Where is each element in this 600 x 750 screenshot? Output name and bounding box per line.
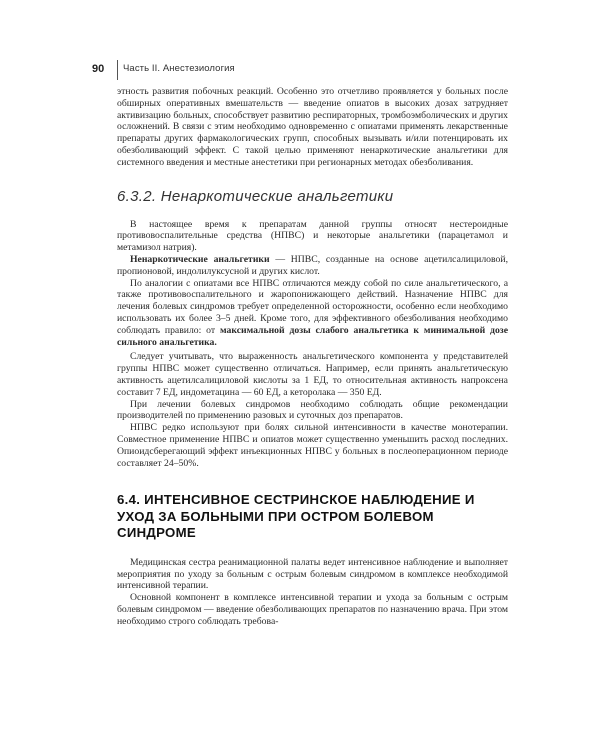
paragraph-nurse-observation: Медицинская сестра реанимационной палаты ведет интенсивное наблюдение и выполняет мероприятия по уходу за больным с острым болевым синдромом в комплексе необходимой интенсивной терапии. — [117, 556, 508, 592]
page-number: 90 — [92, 63, 105, 75]
intro-paragraph: этность развития побочных реакций. Особенно это отчетливо проявляется у больных после обширных оперативных вмешательств — введение опиатов в высоких дозах затрудняет активизацию больных, способствует развитию респираторных, тромбоэмболических и других осложнений. В связи с этим необходимо одновременно с опиатами применять лекарственные препараты других фармакологических групп, способных вызывать и/или потенцировать их обезболивающий эффект. С такой целью применяют ненаркотические анальгетики для системного введения и местные анестетики при регионарных методах обезболивания. — [117, 86, 508, 168]
page-header — [92, 62, 114, 76]
page-body — [117, 86, 508, 628]
paragraph-nsaid-definition: Ненаркотические анальгетики — НПВС, созданные на основе ацетилсалициловой, пропионовой, индолилуксусной и других кислот. — [117, 253, 508, 277]
header-divider — [117, 60, 118, 80]
paragraph-nsaid-intro: В настоящее время к препаратам данной группы относят нестероидные противовоспалительные средства (НПВС) и некоторые анальгетики (парацетамол и метамизол натрия). — [117, 218, 508, 254]
running-title: Часть II. Анестезиология — [123, 63, 235, 74]
paragraph-dosing-recommendations: При лечении болевых синдромов необходимо соблюдать общие рекомендации производителей по применению разовых и суточных доз препаратов. — [117, 398, 508, 422]
paragraph-analgesic-activity: Следует учитывать, что выраженность анальгетического компонента у представителей группы НПВС может существенно отличаться. Например, если принять анальгетическую активность ацетилсалициловой кислоты за 1 ЕД, то относительная активность напроксена составит 7 ЕД, индометацина — 60 ЕД, а кеторолака — 350 ЕД. — [117, 351, 508, 398]
section-heading-6-3-2: 6.3.2. Ненаркотические анальгетики — [117, 187, 394, 205]
section-heading-6-4: 6.4. ИНТЕНСИВНОЕ СЕСТРИНСКОЕ НАБЛЮДЕНИЕ И УХОД ЗА БОЛЬНЫМИ ПРИ ОСТРОМ БОЛЕВОМ СИНДРОМЕ — [117, 492, 475, 541]
term-nonnarcotic-analgesics: Ненаркотические анальгетики — [130, 253, 270, 265]
paragraph-nsaid-caution: По аналогии с опиатами все НПВС отличаются между собой по силе анальгетического, а также противовоспалительного и жаропонижающего действий. Назначение НПВС для лечения болевых синдромов требует определенной осторожности, особенно если необходимо использовать их более 3–5 дней. Кроме того, для эффективного обезболивания необходимо соблюдать правило: от максимальной дозы слабого анальгетика к минимальной дозе сильного анальгетика. — [117, 277, 508, 348]
paragraph-main-component: Основной компонент в комплексе интенсивной терапии и ухода за больным с острым болевым синдромом — введение обезболивающих препаратов по назначению врача. При этом необходимо строго соблюдать требова- — [117, 592, 508, 627]
paragraph-monotherapy: НПВС редко используют при болях сильной интенсивности в качестве монотерапии. Совместное применение НПВС и опиатов может существенно уменьшить расход последних. Опиоидсберегающий эффект инъекционных НПВС у больных в послеоперационном периоде составляет 24–50%. — [117, 422, 508, 469]
dosing-rule: максимальной дозы слабого анальгетика к минимальной дозе сильного анальгетика. — [117, 324, 508, 348]
